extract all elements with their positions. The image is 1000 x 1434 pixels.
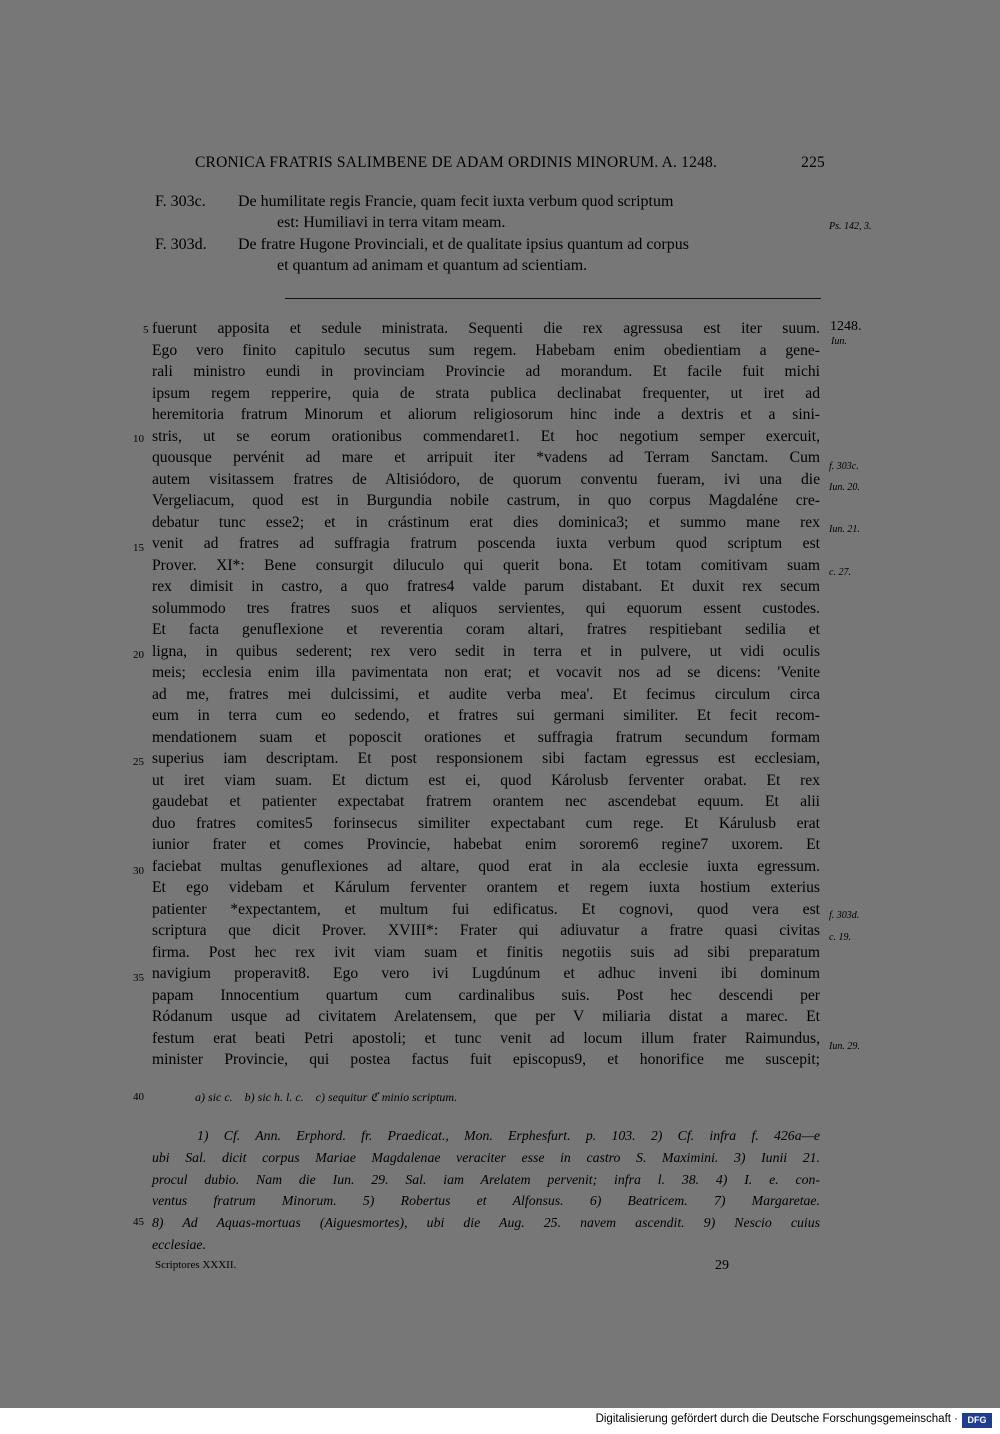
text-line: Et facta genuflexione et reverentia coram altari, fratres respitiebant sedilia et — [152, 621, 820, 638]
header-title: CRONICA FRATRIS SALIMBENE DE ADAM ORDINIS MINORUM. A. 1248. — [195, 154, 718, 171]
text-line: festum erat beati Petri apostoli; et tunc venit ad locum illum frater Raimundus, — [152, 1029, 820, 1047]
text-line: gaudebat et patienter expectabat fratrem orantem nec ascendebat equum. Et alii — [152, 793, 820, 810]
line-number: 35 — [133, 972, 144, 984]
margin-year: 1248. — [830, 319, 862, 334]
line-number: 25 — [133, 756, 144, 768]
footnote-line: ecclesiae. — [152, 1237, 207, 1252]
margin-note: Iun. — [831, 336, 847, 347]
line-number: 20 — [133, 649, 144, 661]
text-line: rex dimisit in castro, a quo fratres4 valde parum distabant. Et duxit rex secum — [152, 578, 820, 595]
text-line: debatur tunc esse2; et in crástinum erat dies dominica3; et summo mane rex — [152, 513, 820, 531]
text-line: navigium properavit8. Ego vero ivi Lugdúnum et adhuc inveni ibi dominum — [152, 965, 820, 982]
toc-text: De humilitate regis Francie, quam fecit iuxta verbum quod scriptum — [238, 193, 674, 210]
text-line: heremitoria fratrum Minorum et aliorum religiosorum hinc inde a dextris et a sini- — [152, 406, 820, 423]
toc-margin-note: Ps. 142, 3. — [829, 221, 872, 232]
toc-ref: F. 303d. — [155, 236, 207, 253]
text-line: ipsum regem repperire, quia de strata publica declinabat frequenter, ut iret ad — [152, 384, 820, 402]
line-number: 5 — [143, 324, 149, 336]
text-line: eum in terra cum eo sedendo, et fratres sui germani similiter. Et fecit recom- — [152, 707, 820, 724]
text-line: Prover. XI*: Bene consurgit diluculo qui querit bona. Et totam comitivam suam — [152, 556, 820, 574]
text-line: ligna, in quibus sederent; rex vero sedit in terra et in pulvere, ut vidi oculis — [152, 642, 820, 660]
footnote-line: procul dubio. Nam die Iun. 29. Sal. iam Arelatem pervenit; infra l. 38. 4) I. e. con- — [152, 1172, 820, 1187]
text-line: meis; ecclesia enim illa pavimentata non erat; et vocavit nos ad se dicens: 'Venite — [152, 664, 820, 681]
dfg-footer-bar — [0, 1408, 1000, 1434]
sheet-number: 29 — [715, 1258, 729, 1273]
toc-ref: F. 303c. — [155, 193, 206, 210]
line-number: 45 — [133, 1216, 144, 1228]
section-rule — [285, 298, 821, 299]
footnote-line: ubi Sal. dicit corpus Mariae Magdalenae veraciter esse in castro S. Maximini. 3) Iunii 21. — [152, 1150, 820, 1165]
margin-note: Iun. 21. — [829, 524, 860, 535]
margin-note: Iun. 20. — [829, 482, 860, 493]
text-line: ad me, fratres mei dulcissimi, et audite verba mea'. Et fecimus circulum circa — [152, 685, 820, 703]
text-line: firma. Post hec rex ivit viam suam et finitis negotiis suis ad sibi preparatum — [152, 943, 820, 961]
footnote-line: 8) Ad Aquas-mortuas (Aiguesmortes), ubi die Aug. 25. navem ascendit. 9) Nescio cuius — [152, 1215, 820, 1230]
toc-text-cont: est: Humiliavi in terra vitam meam. — [277, 214, 506, 231]
text-line: venit ad fratres ad suffragia fratrum poscenda iuxta verbum quod scriptum est — [152, 535, 820, 552]
toc-entry-2 — [0, 236, 1000, 280]
margin-note: c. 19. — [829, 932, 851, 943]
line-number: 40 — [133, 1091, 144, 1103]
text-line: papam Innocentium quartum cum cardinalibus suis. Post hec descendi per — [152, 986, 820, 1004]
dfg-logo-icon: DFG — [962, 1413, 992, 1428]
text-line: iunior frater et comes Provincie, habebat enim sororem6 regine7 uxorem. Et — [152, 836, 820, 853]
line-number: 10 — [133, 433, 144, 445]
footnote-line: 1) Cf. Ann. Erphord. fr. Praedicat., Mon. Erphesfurt. p. 103. 2) Cf. infra f. 426a—e — [197, 1128, 820, 1143]
page-number: 225 — [801, 154, 825, 171]
text-line: patienter *expectantem, et multum fui edificatus. Et cognovi, quod vera est — [152, 900, 820, 918]
line-number: 30 — [133, 865, 144, 877]
text-line: Vergeliacum, quod est in Burgundia nobile castrum, in quo corpus Magdaléne cre- — [152, 492, 820, 509]
text-line: ut iret viam suam. Et dictum est ei, quod Károlusb ferventer orabat. Et rex — [152, 771, 820, 789]
text-line: stris, ut se eorum orationibus commendaret1. Et hoc negotium semper exercuit, — [152, 427, 820, 445]
text-line: mendationem suam et poposcit orationes et suffragia fratrum secundum formam — [152, 728, 820, 746]
text-line: quousque pervénit ad mare et arripuit iter *vadens ad Terram Sanctam. Cum — [152, 449, 820, 466]
dfg-credit: Digitalisierung gefördert durch die Deutsche Forschungsgemeinschaft · — [595, 1413, 958, 1425]
text-line: scriptura que dicit Prover. XVIII*: Frater qui adiuvatur a fratre quasi civitas — [152, 922, 820, 939]
text-line: faciebat multas genuflexiones ad altare, quod erat in ala ecclesie iuxta egressum. — [152, 857, 820, 875]
margin-note: f. 303d. — [829, 910, 860, 921]
text-line: solummodo tres fratres suos et aliquos servientes, qui equorum essent custodes. — [152, 599, 820, 617]
signature-mark: Scriptores XXXII. — [155, 1259, 237, 1271]
line-number: 15 — [133, 542, 144, 554]
toc-text-cont: et quantum ad animam et quantum ad scientiam. — [277, 257, 588, 274]
footnote-line: ventus fratrum Minorum. 5) Robertus et Alfonsus. 6) Beatricem. 7) Margaretae. — [152, 1193, 820, 1208]
text-line: Ródanum usque ad civitatem Arelatensem, que per V miliaria distat a marec. Et — [152, 1008, 820, 1025]
text-line: minister Provincie, qui postea factus fuit episcopus9, et honorifice me suscepit; — [152, 1051, 820, 1068]
text-line: autem visitassem fratres de Altisiódoro, de quorum conventu fueram, ivi una die — [152, 470, 820, 488]
text-line: superius iam descriptam. Et post responsionem sibi factam egressus est ecclesiam, — [152, 750, 820, 767]
toc-text: De fratre Hugone Provinciali, et de qualitate ipsius quantum ad corpus — [238, 236, 689, 253]
text-line: Et ego videbam et Kárulum ferventer orantem et regem iuxta hostium exterius — [152, 879, 820, 896]
text-line: rali ministro eundi in provinciam Provincie ad morandum. Et facile fuit michi — [152, 363, 820, 380]
margin-note: f. 303c. — [829, 461, 859, 472]
text-line: fuerunt apposita et sedule ministrata. Sequenti die rex agressusa est iter suum. — [152, 320, 820, 337]
margin-note: Iun. 29. — [829, 1041, 860, 1052]
margin-note: c. 27. — [829, 567, 851, 578]
text-line: Ego vero finito capitulo secutus sum regem. Habebam enim obedientiam a gene- — [152, 341, 820, 359]
critical-apparatus: a) sic c. b) sic h. l. c. c) sequitur ℭ minio scriptum. — [195, 1090, 458, 1104]
text-line: duo fratres comites5 forinsecus similiter expectabant cum rege. Et Kárulusb erat — [152, 814, 820, 832]
